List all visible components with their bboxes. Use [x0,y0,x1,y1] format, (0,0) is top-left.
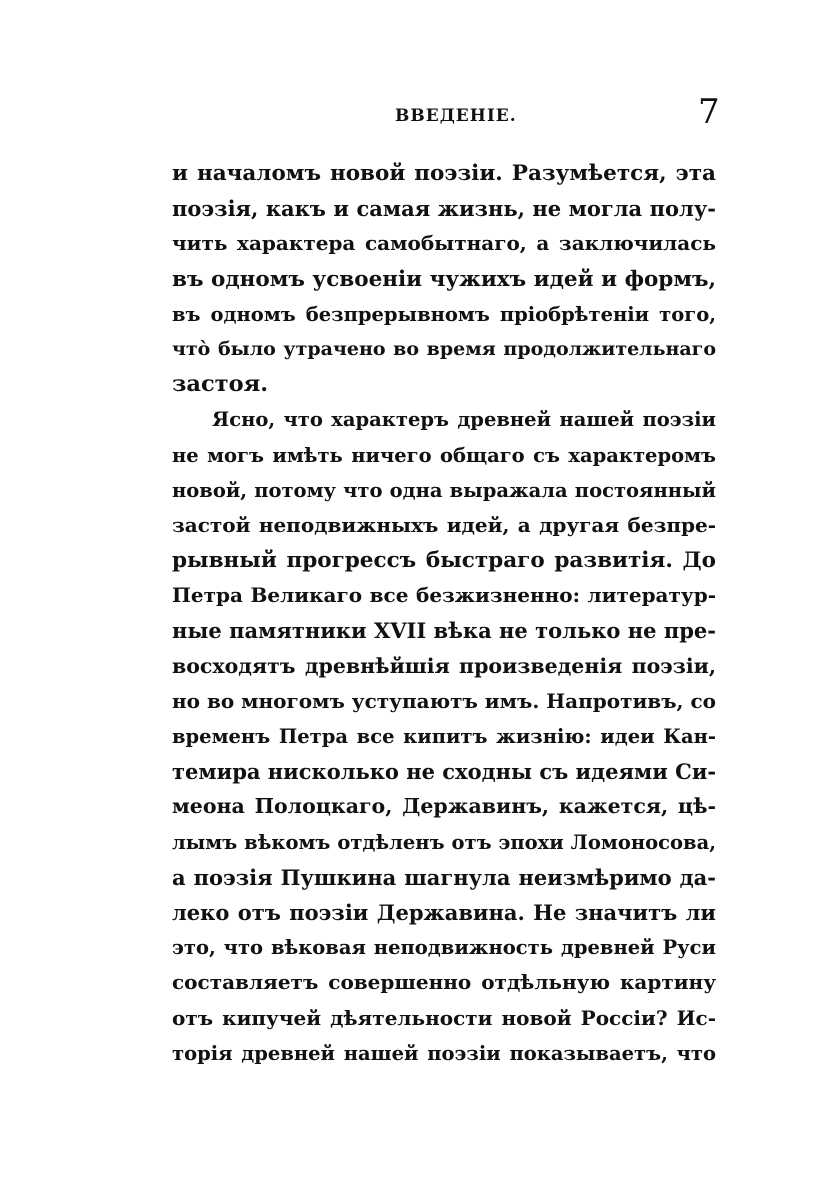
paragraph-1 [172,156,716,402]
text-line: въ одномъ усвоеніи чужихъ идей и формъ, [172,266,716,292]
text-line: составляетъ совершенно отдѣльную картину [172,970,716,995]
paragraph-2 [172,402,716,1071]
text-line: что̀ было утрачено во время продолжительнаго [172,337,716,360]
text-line: отъ кипучей дѣятельности новой Россіи? Ис- [172,1005,716,1030]
text-line: лымъ вѣкомъ отдѣленъ отъ эпохи Ломоносова, [172,830,716,854]
text-line: Ясно, что характеръ древней нашей поэзіи [212,408,716,432]
text-line: въ одномъ безпрерывномъ пріобрѣтеніи того, [172,302,716,326]
page-number: 7 [698,92,720,132]
text-line: поэзія, какъ и самая жизнь, не могла полу- [172,196,716,222]
text-line: новой, потому что одна выражала постоянный [172,478,716,502]
text-line: временъ Петра все кипитъ жизнію: идеи Кан- [172,725,716,748]
text-line: застой неподвижныхъ идей, а другая безпре- [172,512,716,537]
text-line: чить характера самобытнаго, а заключилась [172,231,716,256]
text-line: но во многомъ уступаютъ имъ. Напротивъ, со [172,688,716,713]
text-line: ные памятники XVII вѣка не только не пре- [172,618,716,644]
text-line: это, что вѣковая неподвижность древней Руси [172,936,716,960]
text-line: и началомъ новой поэзіи. Разумѣется, эта [172,161,716,186]
text-line: торія древней нашей поэзіи показываетъ, что [172,1041,716,1065]
text-line: восходятъ древнѣйшія произведенія поэзіи, [172,653,716,678]
text-line: Петра Великаго все безжизненно: литератур- [172,583,716,608]
text-line: леко отъ поэзіи Державина. Не значитъ ли [172,899,716,925]
text-line: застоя. [172,371,269,398]
text-line: рывный прогрессъ быстраго развитія. До [172,548,716,574]
text-line: темира нисколько не сходны съ идеями Си- [172,759,717,785]
body-text [172,156,716,1071]
text-line: не могъ имѣть ничего общаго съ характеромъ [172,443,716,467]
text-line: меона Полоцкаго, Державинъ, кажется, цѣ- [172,794,716,819]
text-line: а поэзія Пушкина шагнула неизмѣримо да- [172,864,716,890]
running-title: ВВЕДЕНІЕ. [395,106,517,126]
